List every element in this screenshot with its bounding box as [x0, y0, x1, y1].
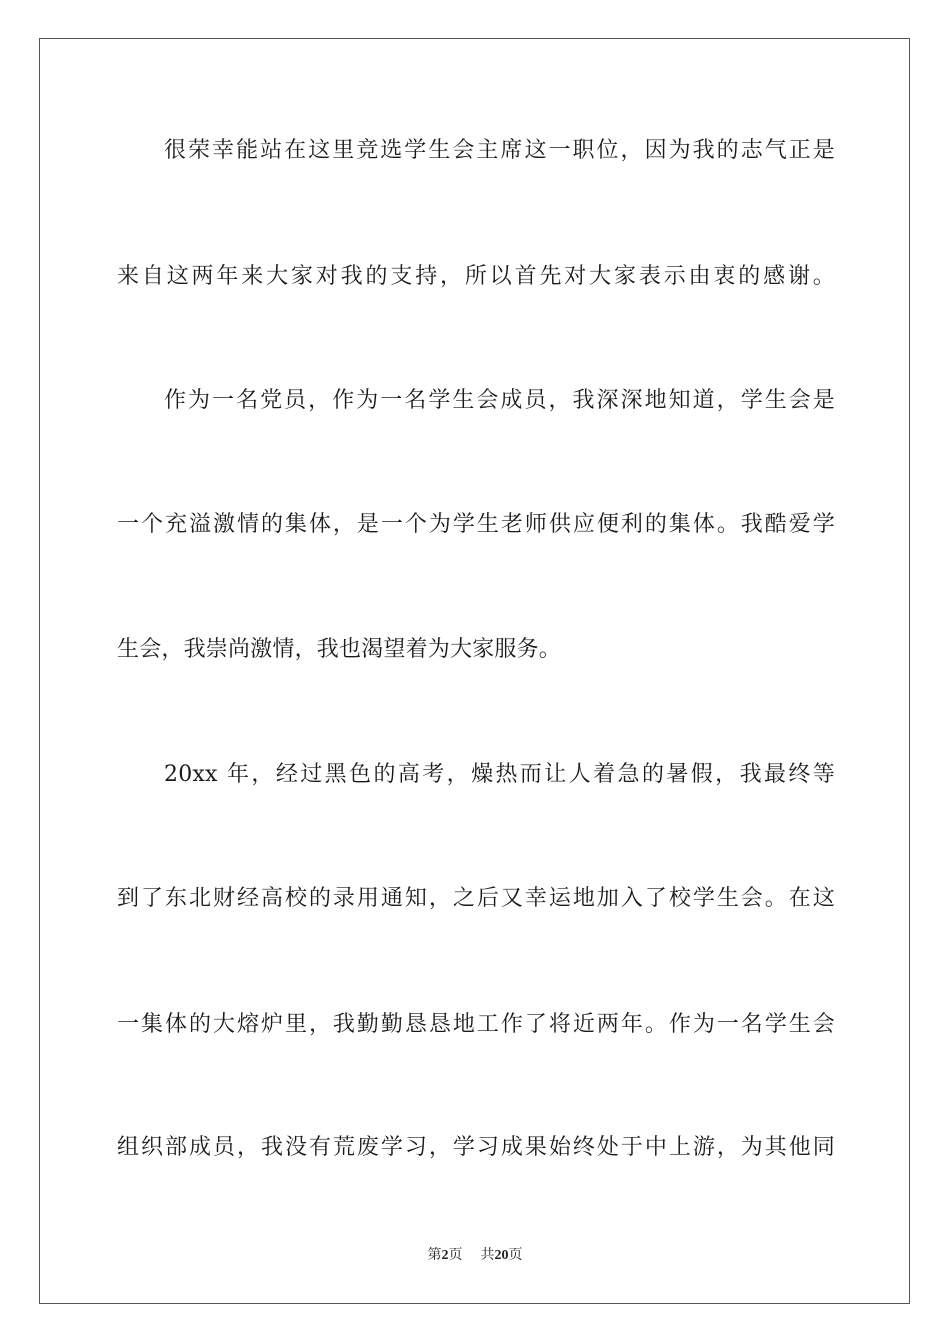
paragraph-3-line-4: 组织部成员，我没有荒废学习，学习成果始终处于中上游，为其他同: [117, 1135, 835, 1160]
paragraph-2-line-3: 生会，我崇尚激情，我也渴望着为大家服务。: [117, 637, 562, 662]
paragraph-2-line-1: 作为一名党员，作为一名学生会成员，我深深地知道，学生会是: [164, 388, 835, 413]
total-label-prefix: 共: [480, 1248, 495, 1263]
paragraph-2-line-2: 一个充溢激情的集体，是一个为学生老师供应便利的集体。我酷爱学: [117, 512, 835, 537]
page-number: 2: [441, 1248, 449, 1263]
paragraph-3-line-3: 一集体的大熔炉里，我勤勤恳恳地工作了将近两年。作为一名学生会: [117, 1012, 835, 1037]
total-label-suffix: 页: [508, 1248, 523, 1263]
paragraph-1-line-2: 来自这两年来大家对我的支持，所以首先对大家表示由衷的感谢。: [117, 264, 835, 289]
paragraph-3-line-1: 20xx 年，经过黑色的高考，燥热而让人着急的暑假，我最终等: [164, 762, 835, 787]
page-label-suffix: 页: [448, 1248, 463, 1263]
page-footer: [0, 1247, 950, 1265]
paragraph-1-line-1: 很荣幸能站在这里竞选学生会主席这一职位，因为我的志气正是: [164, 138, 835, 163]
paragraph-3-line-2: 到了东北财经高校的录用通知，之后又幸运地加入了校学生会。在这: [117, 886, 835, 911]
total-pages: 20: [494, 1248, 509, 1263]
page-label-prefix: 第: [427, 1248, 442, 1263]
page-border: [39, 38, 910, 1304]
